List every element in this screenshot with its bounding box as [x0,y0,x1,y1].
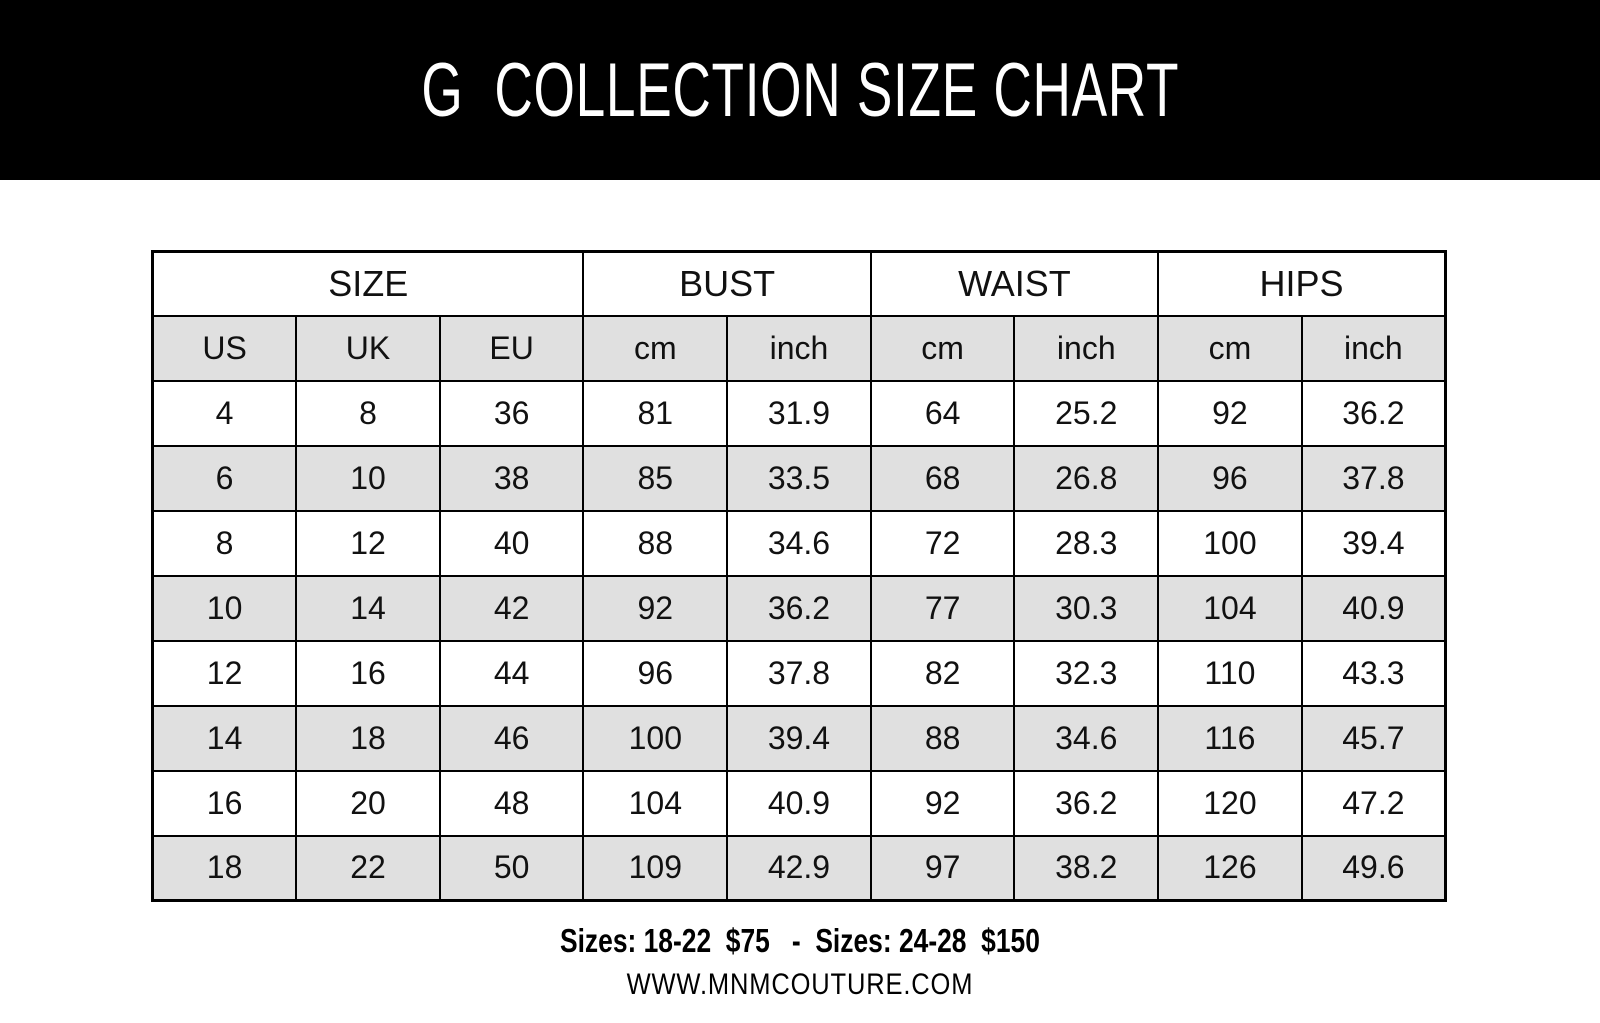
table-cell: 92 [1158,381,1302,446]
table-cell: 16 [296,641,440,706]
table-cell: 38 [440,446,584,511]
table-cell: 109 [583,836,727,901]
table-row [153,771,1446,836]
sub-header-row [153,316,1446,381]
table-cell: 20 [296,771,440,836]
table-cell: 43.3 [1302,641,1446,706]
table-cell: 42.9 [727,836,871,901]
table-cell: 34.6 [727,511,871,576]
table-cell: 37.8 [727,641,871,706]
table-cell: 97 [871,836,1015,901]
table-cell: 14 [296,576,440,641]
table-cell: 116 [1158,706,1302,771]
table-cell: 12 [153,641,297,706]
table-cell: 81 [583,381,727,446]
table-cell: 8 [296,381,440,446]
table-row [153,641,1446,706]
table-cell: 39.4 [727,706,871,771]
table-cell: 26.8 [1014,446,1158,511]
table-row [153,446,1446,511]
column-header-hips-inch: inch [1302,316,1446,381]
table-cell: 50 [440,836,584,901]
column-header-hips-cm: cm [1158,316,1302,381]
table-cell: 64 [871,381,1015,446]
column-header-eu: EU [440,316,584,381]
table-cell: 72 [871,511,1015,576]
table-cell: 40.9 [1302,576,1446,641]
size-table-body [153,381,1446,901]
page-title: G COLLECTION SIZE CHART [421,47,1179,133]
website-line [0,968,1600,1002]
column-group-size: SIZE [153,252,584,316]
table-cell: 88 [583,511,727,576]
table-cell: 36.2 [1014,771,1158,836]
column-header-bust-inch: inch [727,316,871,381]
column-header-us: US [153,316,297,381]
size-chart-table [151,250,1447,902]
table-cell: 45.7 [1302,706,1446,771]
column-group-waist: WAIST [871,252,1158,316]
table-cell: 36 [440,381,584,446]
table-cell: 38.2 [1014,836,1158,901]
table-cell: 104 [583,771,727,836]
table-cell: 8 [153,511,297,576]
table-cell: 22 [296,836,440,901]
table-cell: 33.5 [727,446,871,511]
column-group-hips: HIPS [1158,252,1445,316]
table-cell: 68 [871,446,1015,511]
column-header-uk: UK [296,316,440,381]
table-cell: 36.2 [727,576,871,641]
column-header-bust-cm: cm [583,316,727,381]
pricing-line [0,922,1600,960]
table-cell: 36.2 [1302,381,1446,446]
table-cell: 100 [1158,511,1302,576]
website-url: WWW.MNMCOUTURE.COM [626,968,974,1001]
table-cell: 39.4 [1302,511,1446,576]
pricing-text: Sizes: 18-22 $75 - Sizes: 24-28 $150 [560,922,1040,959]
table-cell: 18 [296,706,440,771]
table-cell: 40.9 [727,771,871,836]
table-cell: 92 [583,576,727,641]
table-cell: 28.3 [1014,511,1158,576]
table-cell: 44 [440,641,584,706]
table-cell: 82 [871,641,1015,706]
table-cell: 25.2 [1014,381,1158,446]
table-cell: 32.3 [1014,641,1158,706]
table-cell: 18 [153,836,297,901]
table-cell: 6 [153,446,297,511]
table-cell: 10 [153,576,297,641]
table-cell: 37.8 [1302,446,1446,511]
table-cell: 96 [1158,446,1302,511]
table-row [153,576,1446,641]
table-cell: 10 [296,446,440,511]
column-group-bust: BUST [583,252,870,316]
column-header-waist-cm: cm [871,316,1015,381]
table-cell: 120 [1158,771,1302,836]
table-cell: 42 [440,576,584,641]
table-row [153,381,1446,446]
table-cell: 100 [583,706,727,771]
table-cell: 40 [440,511,584,576]
table-cell: 104 [1158,576,1302,641]
table-cell: 48 [440,771,584,836]
group-header-row [153,252,1446,316]
table-cell: 4 [153,381,297,446]
table-cell: 110 [1158,641,1302,706]
table-cell: 47.2 [1302,771,1446,836]
table-row [153,836,1446,901]
table-cell: 77 [871,576,1015,641]
table-cell: 88 [871,706,1015,771]
header-banner [0,0,1600,180]
table-cell: 126 [1158,836,1302,901]
table-cell: 92 [871,771,1015,836]
table-row [153,511,1446,576]
table-cell: 46 [440,706,584,771]
table-cell: 96 [583,641,727,706]
table-cell: 12 [296,511,440,576]
table-cell: 14 [153,706,297,771]
table-cell: 16 [153,771,297,836]
table-cell: 31.9 [727,381,871,446]
column-header-waist-inch: inch [1014,316,1158,381]
table-cell: 30.3 [1014,576,1158,641]
table-cell: 34.6 [1014,706,1158,771]
table-cell: 49.6 [1302,836,1446,901]
table-row [153,706,1446,771]
table-cell: 85 [583,446,727,511]
